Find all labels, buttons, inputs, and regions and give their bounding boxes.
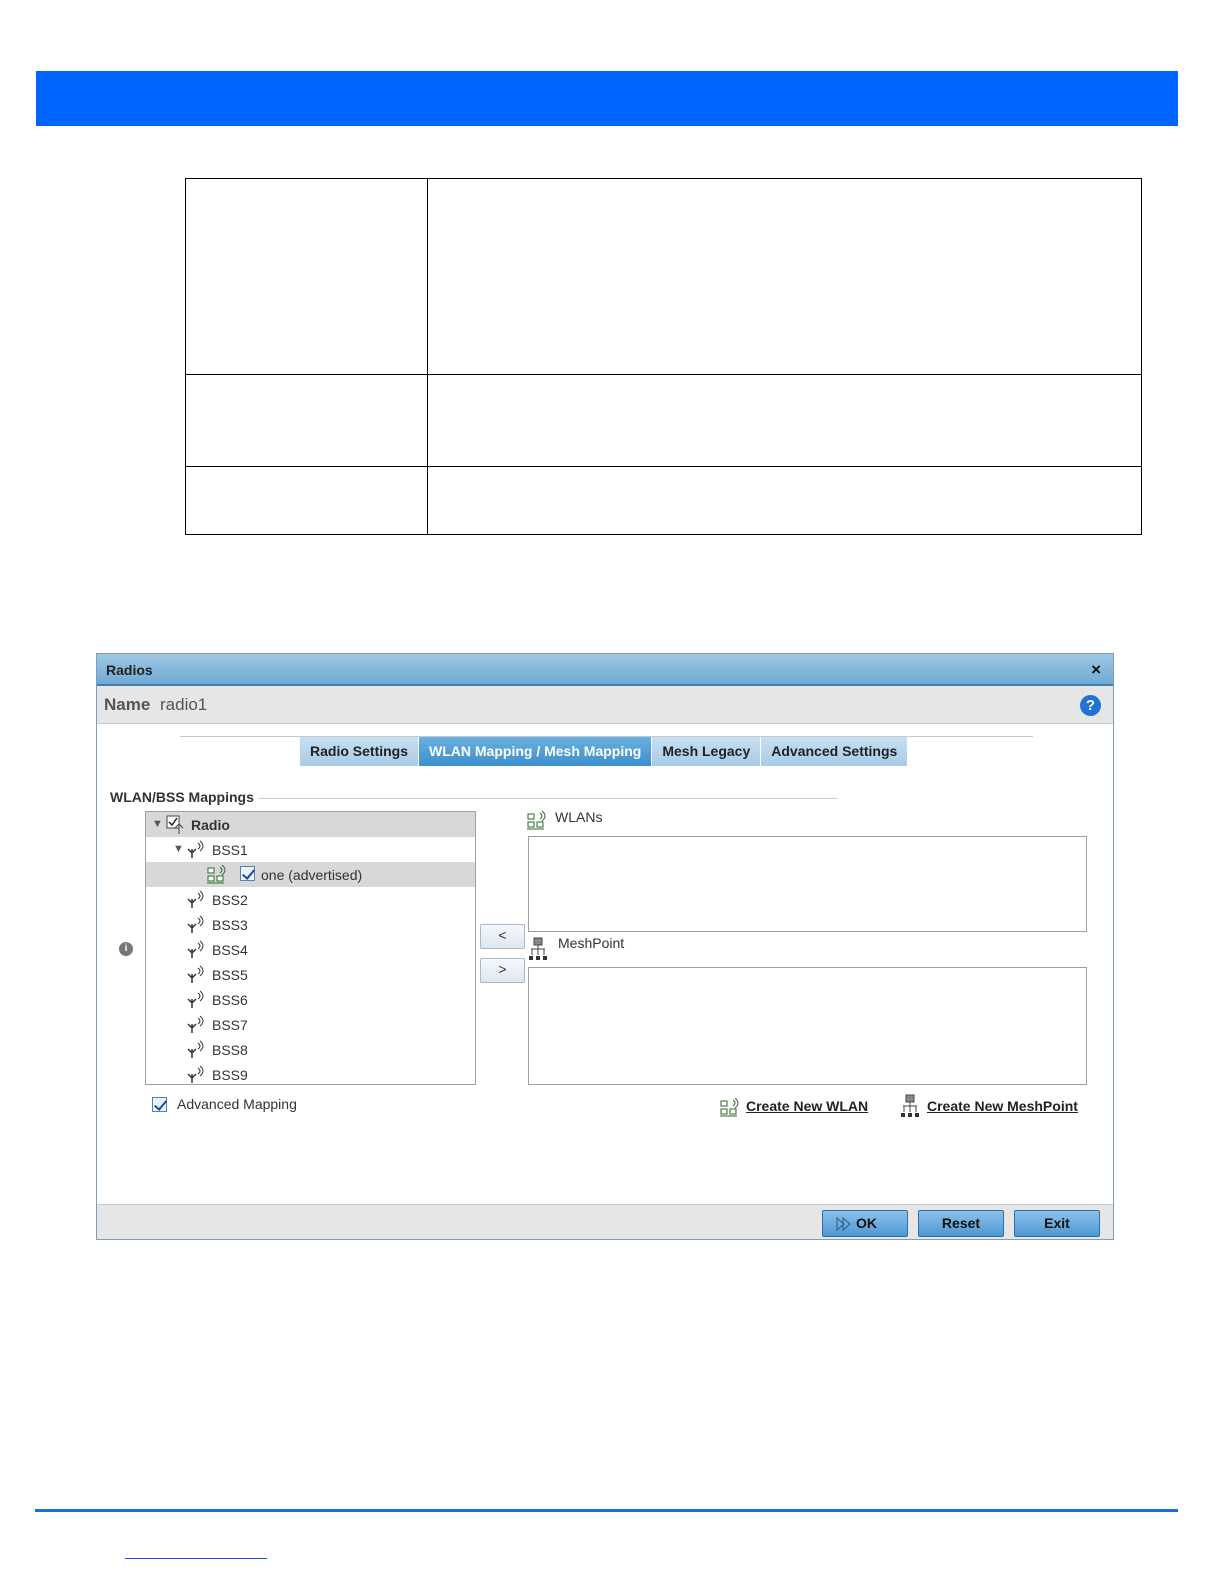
tree-wlan-row[interactable] [146,862,475,887]
bss-antenna-icon [186,840,208,860]
meshpoint-icon [900,1094,922,1120]
tree-bss-label: BSS3 [212,917,248,933]
bss-antenna-icon [186,890,208,910]
ok-button[interactable] [822,1210,908,1237]
ok-button-label: OK [856,1215,877,1231]
tab-mesh-legacy[interactable]: Mesh Legacy [652,737,761,766]
tab-wlan-mapping[interactable]: WLAN Mapping / Mesh Mapping [419,737,652,766]
tree-bss-row[interactable] [146,887,475,912]
wlan-icon [720,1098,742,1118]
expand-arrow-icon[interactable]: ▼ [152,818,163,830]
close-icon[interactable]: × [1091,660,1101,679]
tab-bar [300,737,908,766]
meshpoint-listbox[interactable] [528,967,1087,1085]
move-left-button[interactable]: < [480,924,525,949]
expand-arrow-icon[interactable]: ▼ [173,843,184,855]
wlan-checkbox[interactable] [240,866,255,881]
dialog-button-bar [97,1204,1113,1239]
tree-bss-row[interactable] [146,837,475,862]
tree-bss-label: BSS6 [212,992,248,1008]
advanced-mapping-checkbox[interactable] [152,1097,167,1112]
table-cell [186,375,428,467]
section-title: WLAN/BSS Mappings [110,789,254,805]
tree-bss-label: BSS9 [212,1067,248,1083]
ok-arrow-icon [836,1217,852,1231]
name-value: radio1 [160,695,208,714]
wlan-icon [207,865,229,885]
tree-bss-row[interactable] [146,1062,475,1085]
table-cell [428,179,1142,375]
radio-tree-icon [166,815,186,835]
tree-bss-row[interactable] [146,1012,475,1037]
dialog-titlebar [97,654,1113,686]
tree-bss-label: BSS5 [212,967,248,983]
tree-bss-row[interactable] [146,937,475,962]
tree-bss-label: BSS2 [212,892,248,908]
header-banner [36,71,1178,126]
bss-antenna-icon [186,1015,208,1035]
tree-bss-label: BSS4 [212,942,248,958]
table-cell [428,375,1142,467]
bss-antenna-icon [186,990,208,1010]
bss-antenna-icon [186,965,208,985]
create-new-meshpoint-link[interactable]: Create New MeshPoint [927,1098,1078,1114]
footer-link-underline [125,1558,267,1559]
table-cell [186,467,428,535]
meshpoint-icon [528,937,550,963]
tree-bss-label: BSS7 [212,1017,248,1033]
bss-antenna-icon [186,940,208,960]
create-new-wlan-link[interactable]: Create New WLAN [746,1098,869,1114]
table-cell [428,467,1142,535]
advanced-mapping-label: Advanced Mapping [177,1096,297,1112]
bss-antenna-icon [186,1065,208,1085]
tree-bss-row[interactable] [146,912,475,937]
exit-button[interactable]: Exit [1014,1210,1100,1237]
bss-antenna-icon [186,1040,208,1060]
table-cell [186,179,428,375]
tree-bss-row[interactable] [146,1037,475,1062]
radios-dialog [96,653,1114,1240]
move-right-button[interactable]: > [480,958,525,983]
tree-wlan-label: one (advertised) [261,867,363,883]
tree-root-label: Radio [191,817,230,833]
dialog-title: Radios [106,662,153,678]
wlan-icon [527,811,549,831]
bss-tree[interactable] [145,811,476,1085]
wlans-listbox[interactable] [528,836,1087,932]
tree-bss-row[interactable] [146,987,475,1012]
name-label: Name [104,695,151,714]
footer-divider [35,1509,1178,1512]
bss-antenna-icon [186,915,208,935]
wlans-label: WLANs [555,809,603,825]
reset-button[interactable]: Reset [918,1210,1004,1237]
tree-bss-label: BSS8 [212,1042,248,1058]
tab-radio-settings[interactable]: Radio Settings [300,737,419,766]
tree-root-row[interactable] [146,812,475,837]
help-icon[interactable]: ? [1080,695,1101,716]
section-divider [259,798,837,799]
tree-bss-label: BSS1 [212,842,248,858]
tab-advanced-settings[interactable]: Advanced Settings [761,737,908,766]
meshpoint-label: MeshPoint [558,935,625,951]
tree-bss-row[interactable] [146,962,475,987]
info-icon: i [119,942,133,956]
description-table [185,178,1142,535]
name-bar [97,686,1113,724]
